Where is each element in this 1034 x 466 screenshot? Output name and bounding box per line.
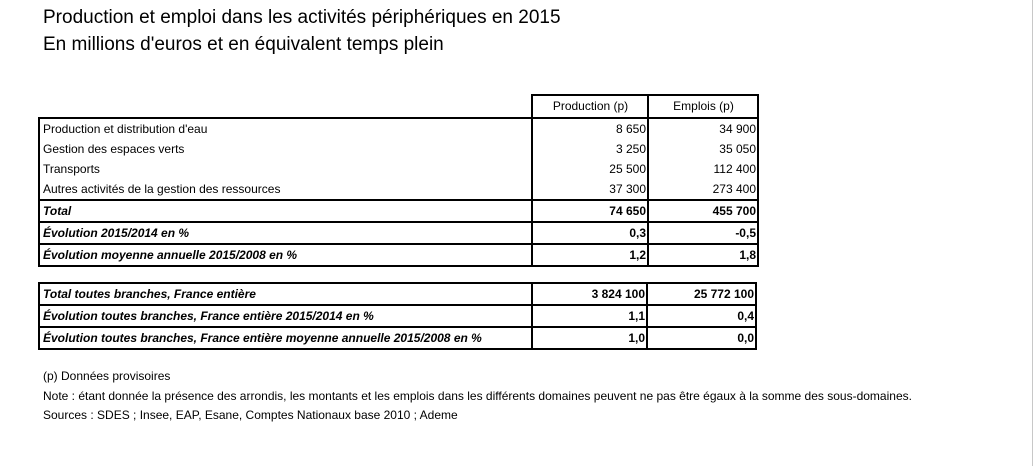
header-production: Production (p): [532, 95, 648, 118]
summary-emplois: 0,4: [647, 305, 756, 327]
table-row: [39, 139, 758, 159]
evolution-annual-label: Évolution 2015/2014 en %: [39, 222, 532, 244]
summary-row: [39, 283, 756, 305]
row-label: Gestion des espaces verts: [39, 139, 532, 159]
summary-label: Évolution toutes branches, France entière moyenne annuelle 2015/2008 en %: [39, 327, 532, 349]
row-label: Production et distribution d'eau: [39, 118, 532, 139]
summary-label: Évolution toutes branches, France entière 2015/2014 en %: [39, 305, 532, 327]
header-empty-cell: [39, 95, 532, 118]
evolution-annual-emplois: -0,5: [648, 222, 758, 244]
rounding-note: Note : étant donnée la présence des arrondis, les montants et les emplois dans les différents domaines peuvent ne pas être égaux à la somme des sous-domaines.: [43, 388, 912, 403]
frame-border: [1032, 0, 1033, 466]
summary-emplois: 0,0: [647, 327, 756, 349]
title-line-2: En millions d'euros et en équivalent temps plein: [43, 34, 444, 55]
row-label: Autres activités de la gestion des ressources: [39, 179, 532, 200]
summary-production: 1,0: [532, 327, 647, 349]
row-production: 8 650: [532, 118, 648, 139]
summary-row: [39, 327, 756, 349]
header-emplois: Emplois (p): [648, 95, 758, 118]
summary-label: Total toutes branches, France entière: [39, 283, 532, 305]
table-row: [39, 159, 758, 179]
row-emplois: 34 900: [648, 118, 758, 139]
total-emplois: 455 700: [648, 200, 758, 222]
summary-production: 3 824 100: [532, 283, 647, 305]
all-branches-table: [38, 282, 757, 350]
footnotes: [43, 367, 912, 426]
table-row: [39, 118, 758, 139]
evolution-annual-row: [39, 222, 758, 244]
evolution-average-emplois: 1,8: [648, 244, 758, 266]
row-emplois: 112 400: [648, 159, 758, 179]
total-row: [39, 200, 758, 222]
evolution-average-production: 1,2: [532, 244, 648, 266]
row-emplois: 35 050: [648, 139, 758, 159]
provisional-note: (p) Données provisoires: [43, 369, 171, 383]
total-label: Total: [39, 200, 532, 222]
evolution-annual-production: 0,3: [532, 222, 648, 244]
row-production: 3 250: [532, 139, 648, 159]
row-production: 37 300: [532, 179, 648, 200]
row-production: 25 500: [532, 159, 648, 179]
page-title: [43, 4, 561, 58]
activities-table: [38, 94, 759, 267]
summary-row: [39, 305, 756, 327]
row-label: Transports: [39, 159, 532, 179]
evolution-average-row: [39, 244, 758, 266]
evolution-average-label: Évolution moyenne annuelle 2015/2008 en %: [39, 244, 532, 266]
summary-emplois: 25 772 100: [647, 283, 756, 305]
total-production: 74 650: [532, 200, 648, 222]
row-emplois: 273 400: [648, 179, 758, 200]
table-row: [39, 179, 758, 200]
title-line-1: Production et emploi dans les activités périphériques en 2015: [43, 7, 561, 28]
summary-production: 1,1: [532, 305, 647, 327]
table-header-row: [39, 95, 758, 118]
sources-note: Sources : SDES ; Insee, EAP, Esane, Comptes Nationaux base 2010 ; Ademe: [43, 408, 458, 422]
